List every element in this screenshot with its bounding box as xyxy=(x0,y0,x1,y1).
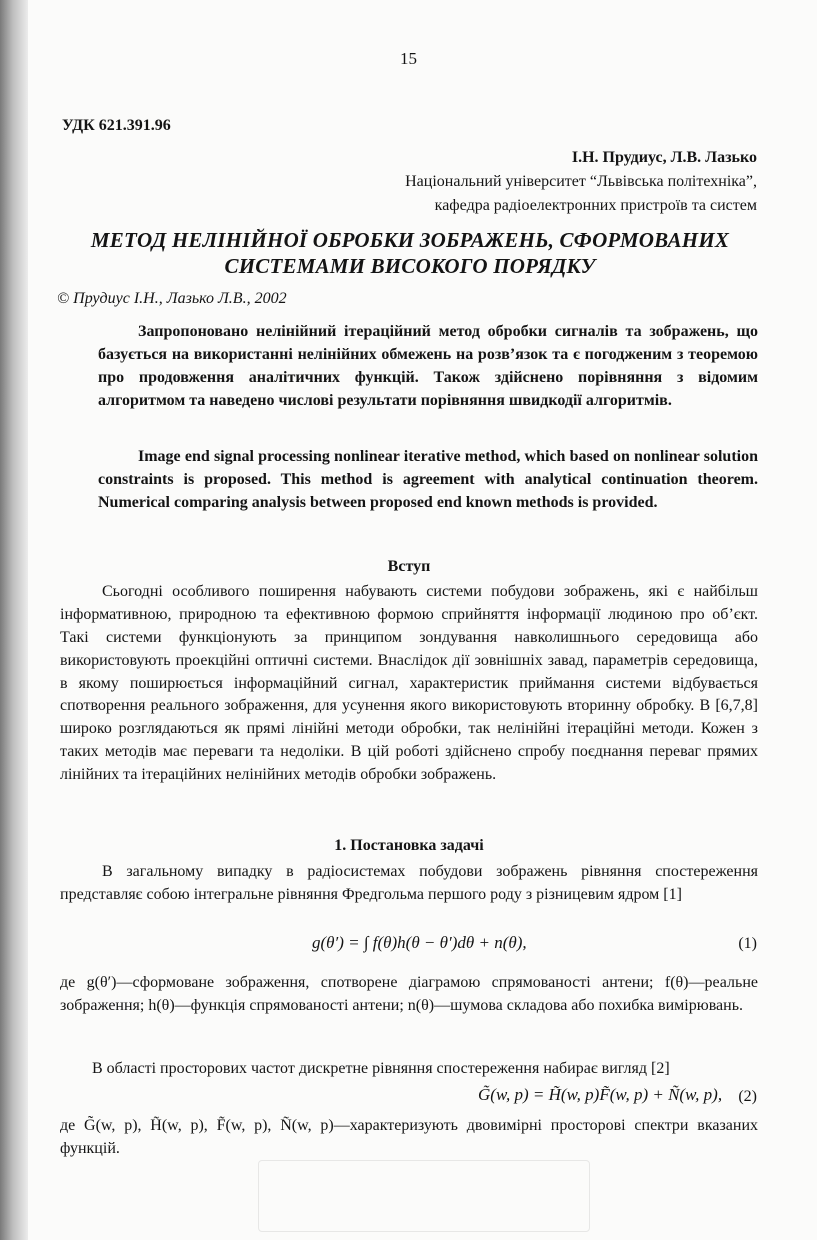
library-stamp-ghost xyxy=(258,1160,590,1232)
authors: І.Н. Прудиус, Л.В. Лазько xyxy=(571,149,757,166)
intro-paragraph: Сьогодні особливого поширення набувають системи побудови зображень, які є найбільш інформативною, природною та ефективною формою сприйняття інформації людиною про об’єкт. Такі системи функціонують за принципом зондування навколишнього середовища або використовують проекційні оптичні системи. Внаслідок дії зовнішніх завад, параметрів середовища, в якому поширюється інформаційний сигнал, характеристик приймання системи відбувається спотворення реального зображення, для усунення якого використовують вторинну обробку. В [6,7,8] широко розглядаються як прямі лінійні методи обробки, так нелінійні ітераційні методи. Кожен з таких методів має переваги та недоліки. В цій роботі здійснено спробу поєднання переваг прямих лінійних та ітераційних нелінійних методів обробки зображень. xyxy=(60,583,758,783)
section-heading-problem: 1. Постановка задачі xyxy=(334,837,484,854)
udk-code: УДК 621.391.96 xyxy=(62,117,171,134)
binding-shadow xyxy=(0,0,28,1240)
problem-paragraph: В загальному випадку в радіосистемах побудови зображень рівняння спостереження представляє собою інтегральне рівняння Фредгольма першого роду з різницевим ядром [1] xyxy=(60,863,758,903)
spectral-paragraph: В області просторових частот дискретне рівняння спостереження набирає вигляд [2] xyxy=(92,1060,670,1077)
abstract-english: Image end signal processing nonlinear iterative method, which based on nonlinear solution constraints is proposed. This method is agreement with analytical continuation theorem. Numerical comparing analysis between proposed end known methods is provided. xyxy=(98,448,758,511)
affiliation-department: кафедра радіоелектронних пристроїв та систем xyxy=(434,197,757,214)
equation-2-description: де G̃(w, p), H̃(w, p), F̃(w, p), Ñ(w, p)—характеризують двовимірні просторові спектри вказаних функцій. xyxy=(60,1117,758,1157)
page-number: 15 xyxy=(400,49,417,68)
equation-1-number: (1) xyxy=(738,935,757,952)
equation-2-number: (2) xyxy=(738,1088,757,1105)
abstract-ukrainian: Запропоновано нелінійний ітераційний метод обробки сигналів та зображень, що базується на використанні нелінійних обмежень на розв’язок та є погодженим з теоремою про продовження аналітичних функцій. Також здійснено порівняння з відомим алгоритмом та наведено числові результати порівняння швидкодії алгоритмів. xyxy=(98,323,758,409)
affiliation-university: Національний університет “Львівська політехніка”, xyxy=(405,173,757,190)
section-heading-intro: Вступ xyxy=(387,558,431,575)
equation-1: g(θ′) = ∫ f(θ)h(θ − θ′)dθ + n(θ), xyxy=(312,933,527,952)
equation-1-description: де g(θ′)—сформоване зображення, спотворене діаграмою спрямованості антени; f(θ)—реальне зображення; h(θ)—функція спрямованості антени; n(θ)—шумова складова або похибка вимірювань. xyxy=(60,974,758,1014)
copyright-line: © Прудиус І.Н., Лазько Л.В., 2002 xyxy=(57,290,287,307)
paper-title: МЕТОД НЕЛІНІЙНОЇ ОБРОБКИ ЗОБРАЖЕНЬ, СФОРМОВАНИХ СИСТЕМАМИ ВИСОКОГО ПОРЯДКУ xyxy=(90,228,730,278)
equation-2: G̃(w, p) = H̃(w, p)F̃(w, p) + Ñ(w, p), xyxy=(478,1085,723,1104)
